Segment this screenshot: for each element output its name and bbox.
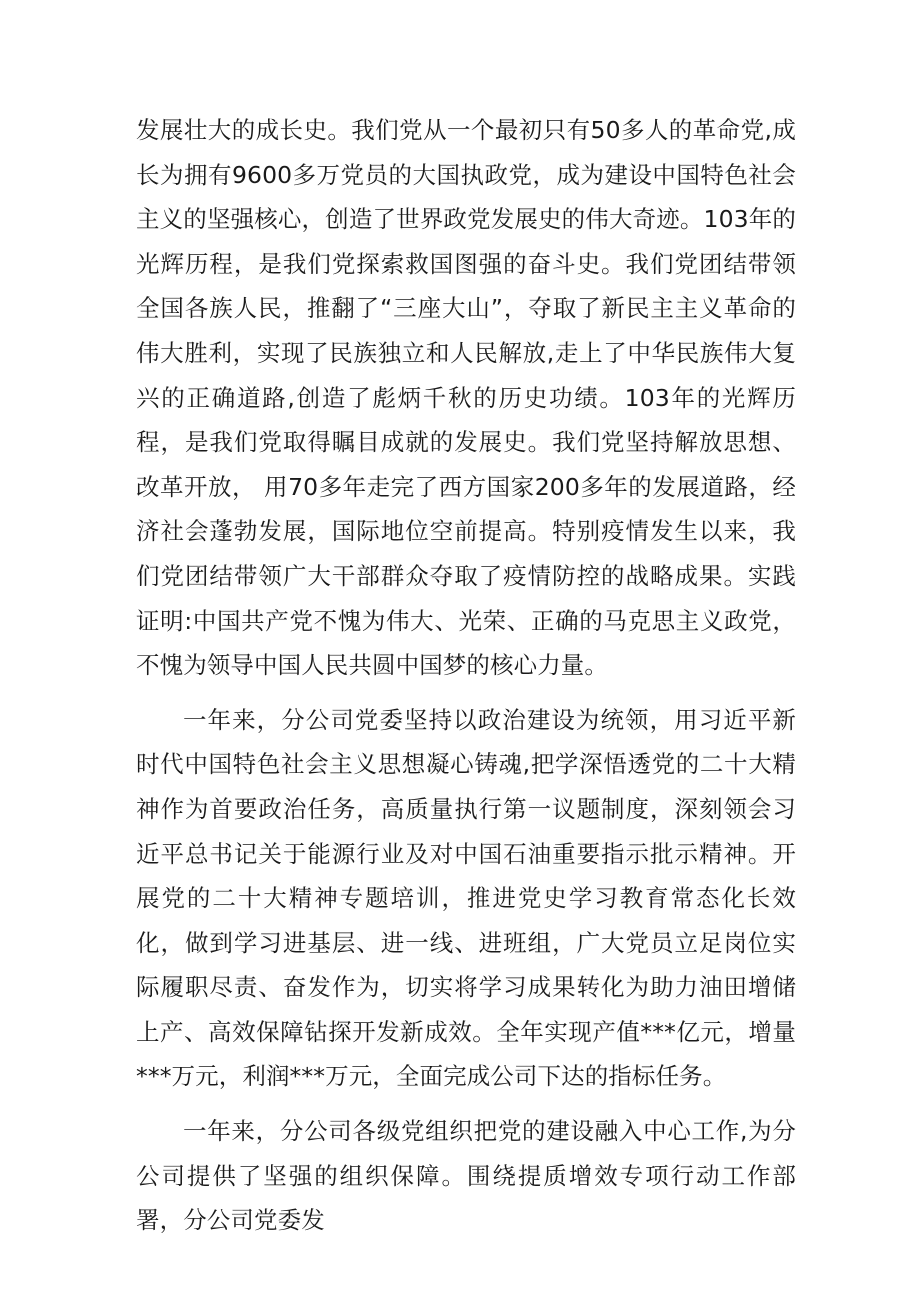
body-paragraph-1: 发展壮大的成长史。我们党从一个最初只有50多人的革命党,成长为拥有9600多万党员的大国执政党，成为建设中国特色社会主义的坚强核心，创造了世界政党发展史的伟大奇迹。103年的光辉历程，是我们党探索救国图强的奋斗史。我们党团结带领全国各族人民，推翻了“三座大山”，夺取了新民主主义革命的伟大胜利，实现了民族独立和人民解放,走上了中华民族伟大复兴的正确道路,创造了彪炳千秋的历史功绩。103年的光辉历程，是我们党取得瞩目成就的发展史。我们党坚持解放思想、改革开放， 用70多年走完了西方国家200多年的发展道路，经济社会蓬勃发展，国际地位空前提高。特别疫情发生以来，我们党团结带领广大干部群众夺取了疫情防控的战略成果。实践证明:中国共产党不愧为伟大、光荣、正确的马克思主义政党，不愧为领导中国人民共圆中国梦的核心力量。: [136, 116, 796, 680]
body-paragraph-3: 一年来，分公司各级党组织把党的建设融入中心工作,为分公司提供了坚强的组织保障。围绕提质增效专项行动工作部署，分公司党委发: [136, 1117, 796, 1235]
body-paragraph-2: 一年来，分公司党委坚持以政治建设为统领，用习近平新时代中国特色社会主义思想凝心铸魂,把学深悟透党的二十大精神作为首要政治任务，高质量执行第一议题制度，深刻领会习近平总书记关于能源行业及对中国石油重要指示批示精神。开展党的二十大精神专题培训，推进党史学习教育常态化长效化，做到学习进基层、进一线、进班组，广大党员立足岗位实际履职尽责、奋发作为，切实将学习成果转化为助力油田增储上产、高效保障钻探开发新成效。全年实现产值***亿元，增量***万元，利润***万元，全面完成公司下达的指标任务。: [136, 705, 796, 1091]
document-body: [136, 108, 796, 1243]
